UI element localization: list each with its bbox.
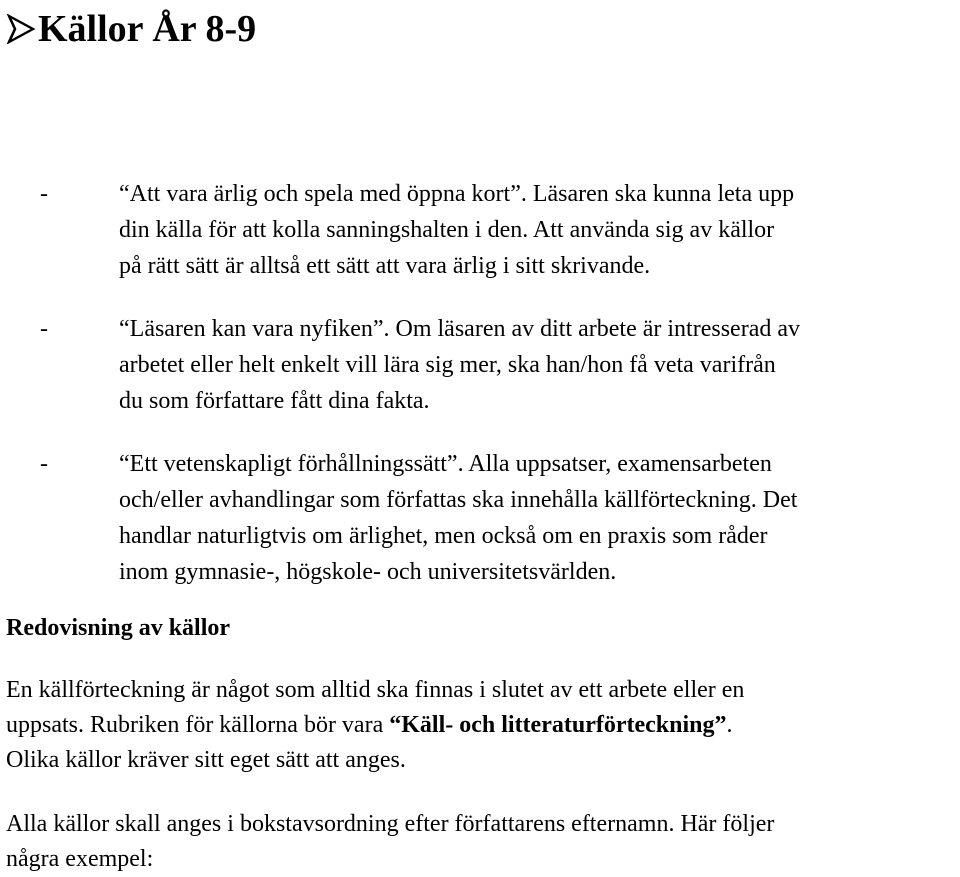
list-dash: - (40, 181, 48, 207)
paragraph-text-end: . Olika källor kräver sitt eget sätt att anges. (6, 712, 733, 773)
list-dash: - (40, 316, 48, 342)
paragraph-ordering: Alla källor skall anges i bokstavsordning efter författarens efternamn. Här följer några exempel: (6, 811, 775, 872)
list-item-body: . Läsaren ska kunna leta upp din källa för att kolla sanningshalten i den. Att använda sig av källor på rätt sätt är alltså ett sätt att vara ärlig i sitt skrivande. (119, 181, 795, 279)
list-item-text (119, 311, 955, 419)
section-heading: Redovisning av källor (6, 615, 231, 641)
list-item (0, 176, 960, 284)
list-item-text (119, 176, 955, 284)
bibliography-title-term: “Käll- och litteraturförteckning” (389, 712, 727, 738)
list-item-text (119, 446, 955, 590)
list-item (0, 311, 960, 419)
list-item-lead: “Att vara ärlig och spela med öppna kort” (119, 181, 521, 207)
list-item-body: . Om läsaren av ditt arbete är intresserad av arbetet eller helt enkelt vill lära sig mer, ska han/hon få veta varifrån du som författare fått dina fakta. (119, 316, 800, 414)
paragraph-bibliography (6, 673, 956, 778)
page-title-text: Källor År 8-9 (38, 8, 257, 50)
page-title (6, 6, 256, 52)
list-item (0, 446, 960, 590)
list-item-lead: “Läsaren kan vara nyfiken” (119, 316, 384, 342)
paragraph-text-start: En källförteckning är något som alltid ska finnas i slutet av ett arbete eller en uppsats. Rubriken för källorna bör vara (6, 677, 745, 738)
list-item-body: . Alla uppsatser, examensarbeten och/eller avhandlingar som författas ska innehålla källförteckning. Det handlar naturligtvis om ärlighet, men också om en praxis som råder inom gymnasie-, högskole- och universitetsvärlden. (119, 451, 798, 585)
list-dash: - (40, 451, 48, 477)
list-item-lead: “Ett vetenskapligt förhållningssätt” (119, 451, 458, 477)
reasons-list (0, 176, 960, 590)
arrow-bullet-icon (6, 14, 36, 44)
